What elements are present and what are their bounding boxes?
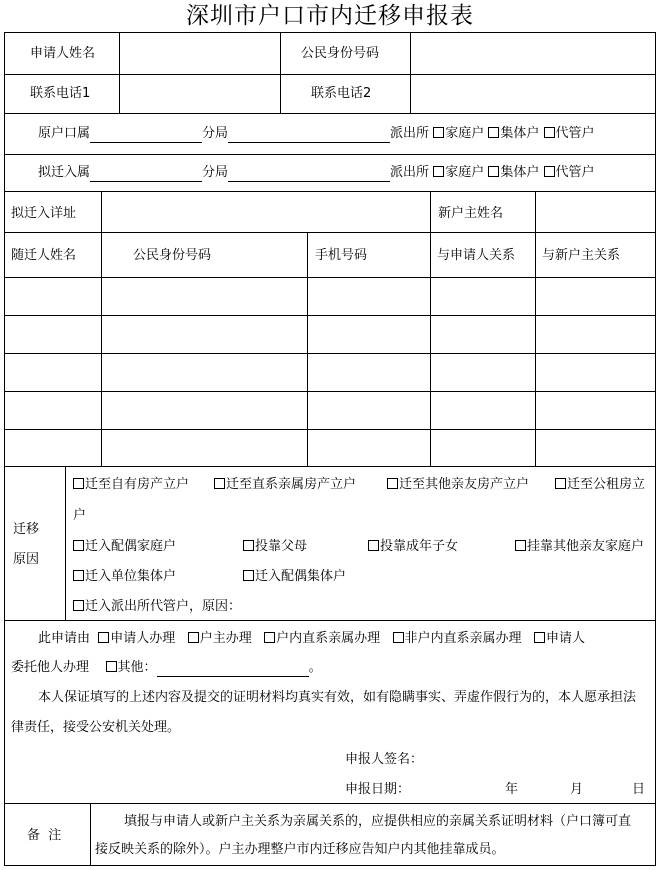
reason-other-relatives-checkbox[interactable] [515, 540, 526, 551]
row-divider [5, 277, 655, 278]
applicant-id-label: 公民身份号码 [301, 46, 380, 61]
target-station-label: 派出所 [390, 165, 430, 180]
reason-unit-collective-label: 迁入单位集体户 [85, 569, 177, 584]
row-divider [5, 74, 655, 75]
target-family-label: 家庭户 [445, 165, 485, 180]
date-month: 月 [570, 782, 584, 797]
row-divider [5, 620, 655, 621]
reason-public-rental-wrap: 户 [73, 508, 87, 523]
reason-station-proxy-checkbox[interactable] [73, 600, 84, 611]
handled-by-head-label: 户主办理 [199, 631, 252, 646]
date-label: 申报日期： [345, 782, 411, 797]
reason-label-1: 迁移 [13, 522, 40, 537]
phone1-label: 联系电话1 [30, 86, 91, 101]
handled-by-other-checkbox[interactable] [106, 661, 117, 672]
reason-other-relatives-label: 挂靠其他亲友家庭户 [527, 539, 645, 554]
reason-direct-relative-label: 迁至直系亲属房产立户 [226, 477, 357, 492]
reason-spouse-collective-checkbox[interactable] [243, 570, 254, 581]
col-divider [65, 466, 66, 620]
date-year: 年 [505, 782, 519, 797]
col-divider [90, 803, 91, 865]
reason-other-relatives [515, 538, 644, 556]
target-station-field[interactable] [228, 167, 390, 182]
row-divider [5, 191, 655, 192]
target-row [38, 164, 595, 182]
application-form [4, 32, 656, 866]
origin-station-field[interactable] [228, 128, 390, 143]
declaration-line-1: 本人保证填写的上述内容及提交的证明材料均真实有效，如有隐瞒事实、弄虚作假行为的，本人愿承担法 [38, 690, 637, 705]
reason-parents-checkbox[interactable] [243, 540, 254, 551]
reason-direct-relative [214, 476, 356, 494]
target-family-checkbox[interactable] [433, 166, 444, 177]
remarks-line-1: 填报与申请人或新户主关系为亲属关系的，应提供相应的亲属关系证明材料（户口簿可直 [124, 814, 632, 829]
col-divider [535, 232, 536, 466]
form-title: 深圳市户口市内迁移申报表 [186, 3, 474, 29]
reason-public-rental-checkbox[interactable] [555, 478, 566, 489]
origin-station-label: 派出所 [390, 126, 430, 141]
handled-by-row [38, 630, 585, 648]
target-proxy-label: 代管户 [555, 165, 595, 180]
reason-unit-collective [73, 568, 176, 586]
address-label: 拟迁入详址 [11, 206, 77, 221]
handled-by-other-relative-checkbox[interactable] [393, 632, 404, 643]
row-divider [5, 353, 655, 354]
remarks-label: 备 注 [27, 828, 62, 843]
handled-by-in-house-checkbox[interactable] [264, 632, 275, 643]
handled-by-delegate-label-cont: 委托他人办理 [11, 660, 90, 675]
reason-adult-children-checkbox[interactable] [368, 540, 379, 551]
reason-own-house-checkbox[interactable] [73, 478, 84, 489]
origin-family-checkbox[interactable] [433, 127, 444, 138]
handled-by-end: 。 [308, 660, 322, 675]
reason-parents-label: 投靠父母 [255, 539, 308, 554]
origin-proxy-checkbox[interactable] [544, 127, 555, 138]
reason-public-rental-label: 迁至公租房立 [567, 477, 646, 492]
handled-by-self-checkbox[interactable] [98, 632, 109, 643]
declaration-line-2: 律责任，接受公安机关处理。 [11, 720, 181, 735]
reason-label-2: 原因 [13, 552, 40, 567]
target-collective-label: 集体户 [500, 165, 540, 180]
row-divider [5, 113, 655, 114]
reason-adult-children-label: 投靠成年子女 [380, 539, 459, 554]
handled-by-row-2 [11, 659, 322, 677]
origin-collective-label: 集体户 [500, 126, 540, 141]
target-proxy-checkbox[interactable] [544, 166, 555, 177]
reason-other-relative-house-checkbox[interactable] [387, 478, 398, 489]
target-bureau-label: 分局 [202, 165, 229, 180]
handled-by-self-label: 申请人办理 [110, 631, 176, 646]
reason-spouse-collective [243, 568, 346, 586]
reason-spouse-family-checkbox[interactable] [73, 540, 84, 551]
handled-by-delegate-checkbox[interactable] [534, 632, 545, 643]
remarks-line-2: 接反映关系的除外）。户主办理整户市内迁移应告知户内其他挂靠成员。 [95, 842, 505, 857]
reason-other-relative-house [387, 476, 529, 494]
reason-public-rental [555, 476, 645, 494]
handled-by-head-checkbox[interactable] [188, 632, 199, 643]
row-divider [5, 232, 655, 233]
signature-label: 申报人签名： [345, 752, 424, 767]
col-divider [280, 33, 281, 113]
col-header-rel-head: 与新户主关系 [542, 248, 621, 263]
reason-direct-relative-checkbox[interactable] [214, 478, 225, 489]
reason-spouse-collective-label: 迁入配偶集体户 [255, 569, 347, 584]
reason-own-house-label: 迁至自有房产立户 [85, 477, 190, 492]
col-divider [119, 33, 120, 113]
col-divider [535, 191, 536, 232]
handled-by-other-relative-label: 非户内直系亲属办理 [404, 631, 522, 646]
handled-by-in-house-label: 户内直系亲属办理 [276, 631, 381, 646]
row-divider [5, 803, 655, 804]
reason-other-relative-house-label: 迁至其他亲友房产立户 [399, 477, 530, 492]
applicant-name-label: 申请人姓名 [30, 46, 96, 61]
col-divider [410, 33, 411, 113]
phone2-label: 联系电话2 [311, 86, 372, 101]
origin-bureau-field[interactable] [90, 128, 202, 143]
reason-adult-children [368, 538, 458, 556]
handled-by-delegate-label: 申请人 [545, 631, 585, 646]
handled-by-prefix: 此申请由 [38, 631, 91, 646]
col-divider [101, 191, 102, 232]
reason-own-house [73, 476, 189, 494]
reason-unit-collective-checkbox[interactable] [73, 570, 84, 581]
row-divider [5, 154, 655, 155]
col-header-rel-applicant: 与申请人关系 [437, 248, 516, 263]
origin-proxy-label: 代管户 [555, 126, 595, 141]
row-divider [5, 315, 655, 316]
col-divider [430, 191, 431, 232]
handled-by-other-label: 其他： [117, 660, 157, 675]
col-divider [430, 232, 431, 466]
row-divider [5, 429, 655, 430]
col-header-name: 随迁人姓名 [11, 248, 77, 263]
reason-parents [243, 538, 307, 556]
reason-spouse-family [73, 538, 176, 556]
reason-spouse-family-label: 迁入配偶家庭户 [85, 539, 177, 554]
col-divider [307, 232, 308, 466]
origin-row [38, 125, 595, 143]
origin-bureau-label: 分局 [202, 126, 229, 141]
row-divider [5, 466, 655, 467]
target-label: 拟迁入属 [38, 165, 91, 180]
col-header-phone: 手机号码 [315, 248, 368, 263]
col-header-id: 公民身份号码 [133, 248, 212, 263]
date-day: 日 [632, 782, 646, 797]
origin-collective-checkbox[interactable] [488, 127, 499, 138]
row-divider [5, 391, 655, 392]
handled-by-other-field[interactable] [157, 662, 309, 677]
reason-station-proxy-label: 迁入派出所代管户，原因： [85, 599, 242, 614]
new-head-label: 新户主姓名 [438, 206, 504, 221]
col-divider [101, 232, 102, 466]
reason-station-proxy [73, 598, 241, 616]
origin-label: 原户口属 [38, 126, 91, 141]
target-bureau-field[interactable] [90, 167, 202, 182]
target-collective-checkbox[interactable] [488, 166, 499, 177]
origin-family-label: 家庭户 [445, 126, 485, 141]
